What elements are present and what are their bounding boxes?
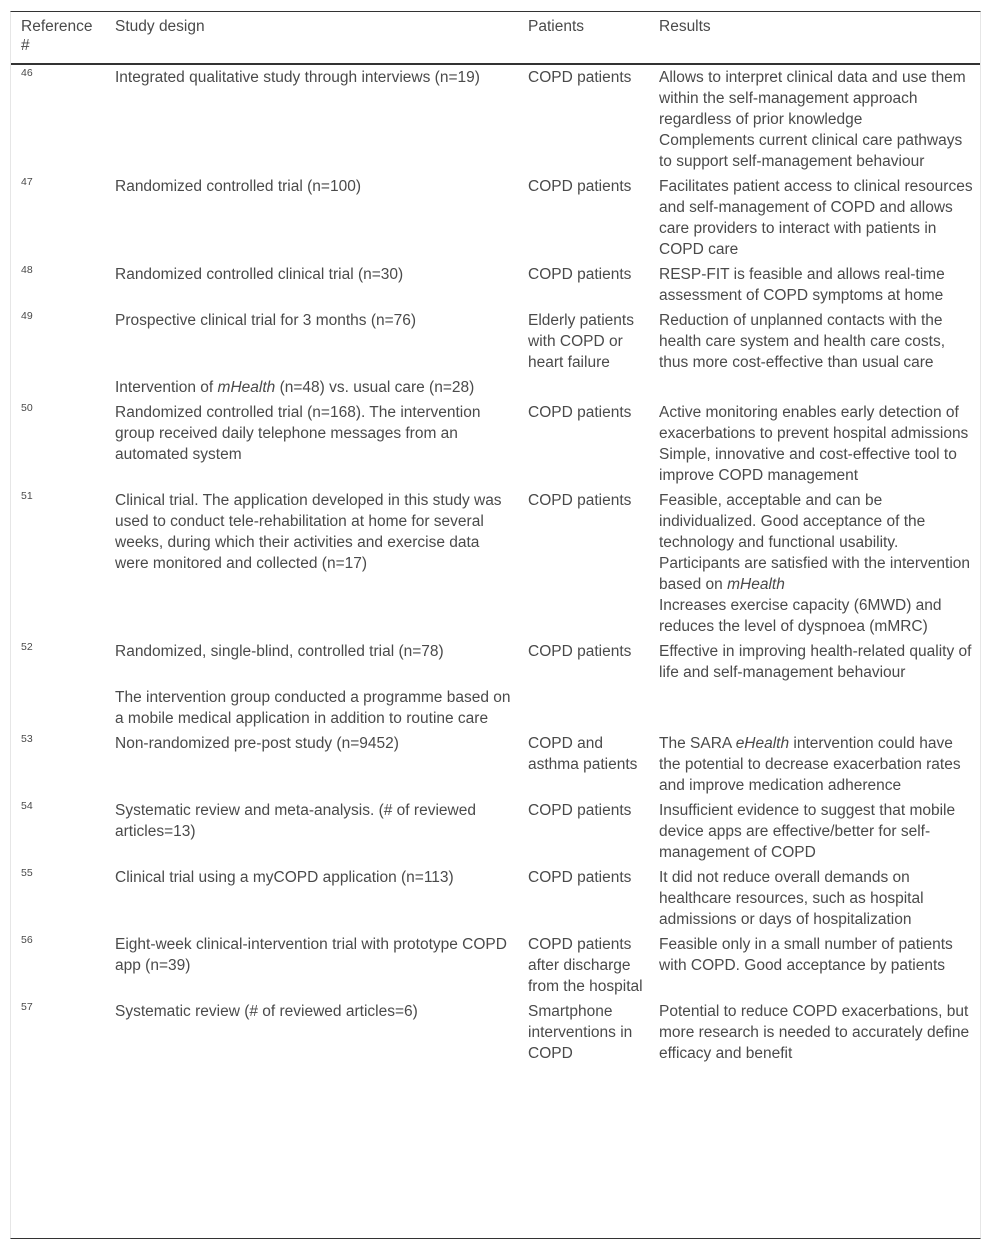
- result-text: Feasible, acceptable and can be individualized. Good acceptance of the technology and functional usability. Participants are satisfied with the intervention based on mHealth: [659, 492, 971, 593]
- results-cell: [649, 488, 980, 639]
- reference-cell: 50: [21, 402, 33, 414]
- design-cell: Clinical trial using a myCOPD application (n=113): [115, 869, 454, 886]
- reference-cell: 52: [21, 641, 33, 653]
- design-cell: Clinical trial. The application developed in this study was used to conduct tele-rehabilitation at home for several weeks, during which their activities and exercise data were monitored and collected (n=17): [115, 492, 502, 572]
- patients-cell: COPD patients: [528, 492, 632, 509]
- table-row: [11, 685, 980, 731]
- results-cell: RESP-FIT is feasible and allows real-time assessment of COPD symptoms at home: [659, 266, 945, 304]
- results-cell: [649, 400, 980, 488]
- patients-cell: COPD patients: [528, 869, 632, 886]
- patients-cell: COPD patients after discharge from the hospital: [528, 936, 643, 995]
- header-row: [11, 12, 980, 64]
- design-cell: Integrated qualitative study through interviews (n=19): [115, 69, 480, 86]
- design-cell: Systematic review (# of reviewed articles=6): [115, 1003, 418, 1020]
- results-cell: It did not reduce overall demands on healthcare resources, such as hospital admissions or days of hospitalization: [659, 869, 924, 928]
- reference-cell: 53: [21, 733, 33, 745]
- result-text: Increases exercise capacity (6MWD) and reduces the level of dyspnoea (mMRC): [659, 597, 942, 635]
- header-patients: Patients: [528, 18, 585, 35]
- results-cell: Effective in improving health-related quality of life and self-management behaviour: [659, 643, 972, 681]
- table-row: [11, 999, 980, 1066]
- result-text: Complements current clinical care pathways to support self-management behaviour: [659, 132, 963, 170]
- design-cell: Eight-week clinical-intervention trial with prototype COPD app (n=39): [115, 936, 507, 974]
- table-row: [11, 308, 980, 375]
- table-row: [11, 375, 980, 400]
- table-row: [11, 64, 980, 174]
- results-cell: Facilitates patient access to clinical resources and self-management of COPD and allows care providers to interact with patients in COPD care: [659, 178, 973, 258]
- design-cell: Randomized controlled trial (n=100): [115, 178, 361, 195]
- results-cell: The SARA eHealth intervention could have the potential to decrease exacerbation rates and improve medication adherence: [659, 735, 961, 794]
- reference-cell: 47: [21, 176, 33, 188]
- design-cell: Systematic review and meta-analysis. (# of reviewed articles=13): [115, 802, 476, 840]
- reference-cell: 48: [21, 264, 33, 276]
- table-row: [11, 639, 980, 685]
- design-cell: Non-randomized pre-post study (n=9452): [115, 735, 399, 752]
- table-row: [11, 488, 980, 639]
- reference-cell: 55: [21, 867, 33, 879]
- results-cell: Insufficient evidence to suggest that mobile device apps are effective/better for self-management of COPD: [659, 802, 956, 861]
- header-study-design: Study design: [115, 18, 205, 35]
- patients-cell: COPD patients: [528, 178, 632, 195]
- table-row: [11, 731, 980, 798]
- patients-cell: COPD patients: [528, 266, 632, 283]
- design-cell: Randomized controlled trial (n=168). The intervention group received daily telephone messages from an automated system: [115, 404, 481, 463]
- results-cell: Potential to reduce COPD exacerbations, but more research is needed to accurately define efficacy and benefit: [659, 1003, 970, 1062]
- design-cell: Prospective clinical trial for 3 months (n=76): [115, 312, 417, 329]
- design-cell: The intervention group conducted a programme based on a mobile medical application in addition to routine care: [115, 689, 511, 727]
- design-cell: Randomized controlled clinical trial (n=30): [115, 266, 404, 283]
- reference-cell: 57: [21, 1001, 33, 1013]
- patients-cell: COPD patients: [528, 404, 632, 421]
- results-cell: Reduction of unplanned contacts with the health care system and health care costs, thus more cost-effective than usual care: [659, 312, 946, 371]
- patients-cell: Smartphone interventions in COPD: [528, 1003, 633, 1062]
- reference-cell: 46: [21, 67, 33, 79]
- reference-cell: 56: [21, 934, 33, 946]
- studies-table: [11, 12, 980, 1066]
- result-text: Active monitoring enables early detection of exacerbations to prevent hospital admissions: [659, 404, 969, 442]
- table-row: [11, 400, 980, 488]
- design-cell: Intervention of mHealth (n=48) vs. usual care (n=28): [115, 379, 475, 396]
- header-reference: Reference #: [21, 18, 93, 54]
- patients-cell: COPD patients: [528, 643, 632, 660]
- patients-cell: COPD patients: [528, 802, 632, 819]
- table-row: [11, 932, 980, 999]
- reference-cell: 51: [21, 490, 33, 502]
- results-cell: Feasible only in a small number of patients with COPD. Good acceptance by patients: [659, 936, 953, 974]
- header-results: Results: [659, 18, 711, 35]
- patients-cell: COPD and asthma patients: [528, 735, 638, 773]
- table-row: [11, 174, 980, 262]
- table-row: [11, 865, 980, 932]
- patients-cell: Elderly patients with COPD or heart failure: [528, 312, 634, 371]
- result-text: Simple, innovative and cost-effective tool to improve COPD management: [659, 446, 957, 484]
- reference-cell: 49: [21, 310, 33, 322]
- result-text: Allows to interpret clinical data and use them within the self-management approach regardless of prior knowledge: [659, 69, 966, 128]
- table-row: [11, 798, 980, 865]
- reference-cell: 54: [21, 800, 33, 812]
- results-cell: [649, 64, 980, 174]
- table-row: [11, 262, 980, 308]
- patients-cell: COPD patients: [528, 69, 632, 86]
- design-cell: Randomized, single-blind, controlled trial (n=78): [115, 643, 444, 660]
